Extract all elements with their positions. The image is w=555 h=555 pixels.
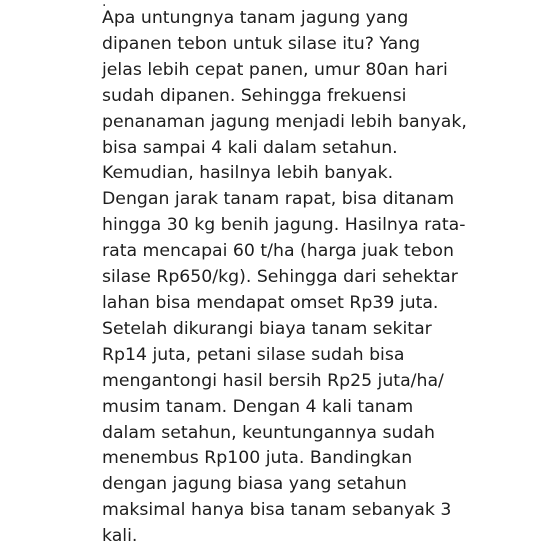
text-line: rata mencapai 60 t/ha (harga juak tebon xyxy=(102,241,454,262)
stray-mark: . xyxy=(102,0,107,10)
text-line: dipanen tebon untuk silase itu? Yang xyxy=(102,33,421,54)
text-line: Apa untungnya tanam jagung yang xyxy=(102,8,409,28)
text-line: sudah dipanen. Sehingga frekuensi xyxy=(102,85,407,106)
text-line: kali. xyxy=(102,526,138,547)
text-line: Dengan jarak tanam rapat, bisa ditanam xyxy=(102,189,455,210)
text-line: Rp14 juta, petani silase sudah bisa xyxy=(102,344,405,365)
text-line: mengantongi hasil bersih Rp25 juta/ha/ xyxy=(102,370,444,391)
text-line: hingga 30 kg benih jagung. Hasilnya rata- xyxy=(102,215,466,236)
text-line: penanaman jagung menjadi lebih banyak, xyxy=(102,111,467,132)
text-line: Setelah dikurangi biaya tanam sekitar xyxy=(102,318,432,339)
text-line: Kemudian, hasilnya lebih banyak. xyxy=(102,163,394,184)
text-line: musim tanam. Dengan 4 kali tanam xyxy=(102,396,414,417)
article-paragraph xyxy=(102,6,552,550)
text-line: bisa sampai 4 kali dalam setahun. xyxy=(102,137,398,158)
text-line: maksimal hanya bisa tanam sebanyak 3 xyxy=(102,500,452,521)
text-line: silase Rp650/kg). Sehingga dari sehektar xyxy=(102,267,458,288)
text-line: dengan jagung biasa yang setahun xyxy=(102,474,407,495)
text-line: menembus Rp100 juta. Bandingkan xyxy=(102,448,413,469)
text-line: dalam setahun, keuntungannya sudah xyxy=(102,422,435,443)
text-line: lahan bisa mendapat omset Rp39 juta. xyxy=(102,292,439,313)
text-line: jelas lebih cepat panen, umur 80an hari xyxy=(102,59,448,80)
